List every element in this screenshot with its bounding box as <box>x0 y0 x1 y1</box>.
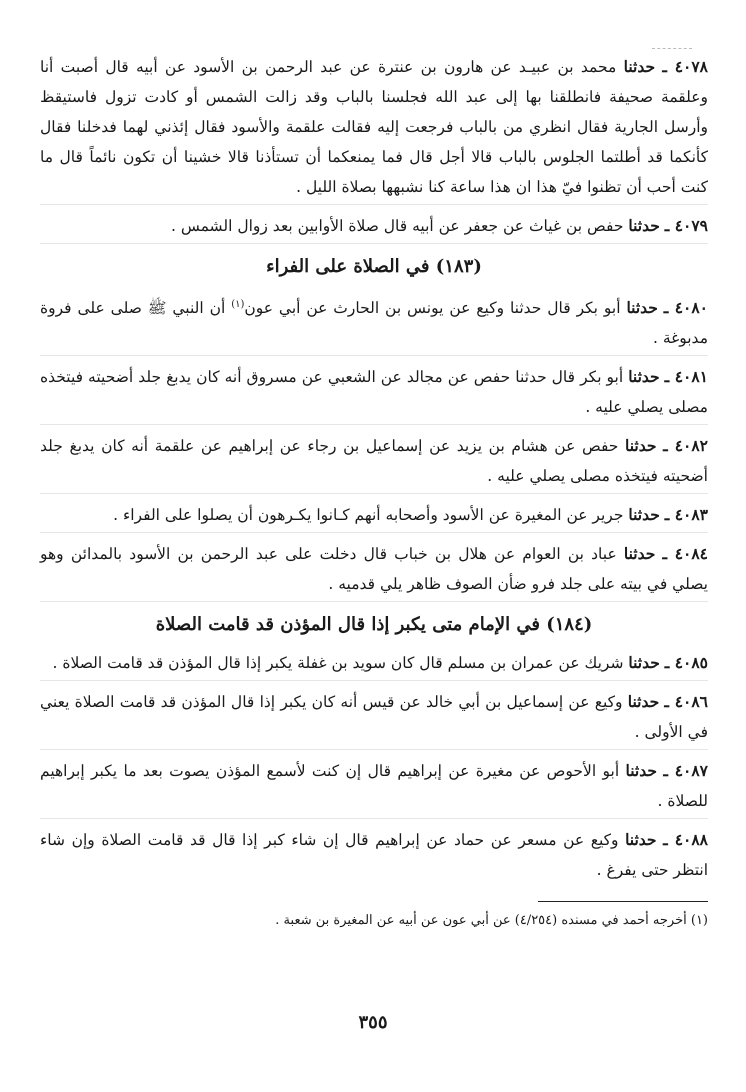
hadith-text: حفص بن غياث عن جعفر عن أبيه قال صلاة الأوابين بعد زوال الشمس . <box>170 217 624 235</box>
hadith-number: ٤٠٨٤ ـ <box>662 544 709 564</box>
page-body <box>40 52 708 932</box>
hadith-4087 <box>40 756 708 819</box>
hadith-text: جرير عن المغيرة عن الأسود وأصحابه أنهم كـانوا يكـرهون أن يصلوا على الفراء . <box>113 506 624 525</box>
hadith-text: عباد بن العوام عن هلال بن خباب قال دخلت على عبد الرحمن بن الأسود بالمدائن وهو يصلي في بيته على جلد فرو ضأن الصوف ظاهر يلي قدميه . <box>40 545 708 594</box>
hadith-number: ٤٠٨١ ـ <box>664 367 708 387</box>
hadith-text-continued: أن النبي ﷺ صلى على فروة مدبوغة . <box>40 299 708 348</box>
chapter-heading-183: (١٨٣) في الصلاة على الفراء <box>266 256 482 277</box>
footnote-separator <box>538 901 708 902</box>
hadith-opening: حدثنا <box>625 830 657 850</box>
hadith-4086 <box>40 687 708 750</box>
hadith-4081 <box>40 362 708 425</box>
hadith-text: حفص عن هشام بن يزيد عن إسماعيل بن رجاء عن إبراهيم عن علقمة أنه كان يدبغ جلد أضحيته فيتخذه مصلى يصلي عليه . <box>40 437 708 486</box>
hadith-text: وكيع عن إسماعيل بن أبي خالد عن قيس أنه كان يكبر إذا قال المؤذن قد قامت الصلاة يعني في الأولى . <box>40 693 708 742</box>
hadith-opening: حدثنا <box>626 298 658 318</box>
footnote-marker[interactable]: (١) <box>231 299 245 310</box>
hadith-number: ٤٠٧٩ ـ <box>664 216 708 235</box>
hadith-text: أبو بكر قال حدثنا حفص عن مجالد عن الشعبي عن مسروق أنه كان يدبغ جلد أضحيته فيتخذه مصلى يصلي عليه . <box>40 368 708 417</box>
hadith-number: ٤٠٧٨ ـ <box>662 57 709 76</box>
hadith-number: ٤٠٨٥ ـ <box>664 653 708 673</box>
hadith-4080 <box>40 290 708 356</box>
hadith-opening: حدثنا <box>628 367 660 387</box>
hadith-text: محمد بن عبيـد عن هارون بن عنترة عن عبد الرحمن بن الأسود عن أبيه قال أصبت أنا وعلقمة صحيفة فانطلقنا بها إلى عبد الله فجلسنا بالباب وقد زالت الشمس أو كادت تزول فاستيقظ وأرسل الجارية فقال انظري من بالباب فرجعت إليه فقالت علقمة والأسود فقال إئذني لهما فدخلنا فقال كأنكما قد أطلتما الجلوس بالباب قالا أجل قال فما يمنعكما أن تستأذنا قالا خشينا أن تكون نائماً قال ما كنت أحب أن تظنوا فيّ هذا ان هذا ساعة كنا نشبهها بصلاة الليل . <box>40 58 708 196</box>
hadith-number: ٤٠٨٣ ـ <box>664 505 708 525</box>
hadith-opening: حدثنا <box>625 436 657 456</box>
hadith-text: أبو الأحوص عن مغيرة عن إبراهيم قال إن كنت لأسمع المؤذن يصوت بعد ما يكبر إبراهيم للصلاة . <box>40 762 708 811</box>
hadith-opening: حدثنا <box>628 505 660 525</box>
hadith-opening: حدثنا <box>628 216 660 235</box>
hadith-opening: حدثنا <box>628 653 660 673</box>
hadith-opening: حدثنا <box>627 692 660 712</box>
hadith-text: أبو بكر قال حدثنا وكيع عن يونس بن الحارث عن أبي عون <box>244 299 621 318</box>
footnote-1: (١) أخرجه أحمد في مسنده (٤/٢٥٤) عن أبي عون عن أبيه عن المغيرة بن شعبة . <box>275 913 708 929</box>
hadith-number: ٤٠٨٧ ـ <box>663 761 708 781</box>
hadith-4083 <box>40 500 708 533</box>
hadith-number: ٤٠٨٢ ـ <box>663 436 709 456</box>
hadith-opening: حدثنا <box>623 57 656 76</box>
hadith-4085 <box>40 648 708 681</box>
chapter-heading-184: (١٨٤) في الإمام متى يكبر إذا قال المؤذن قد قامت الصلاة <box>155 614 593 636</box>
hadith-number: ٤٠٨٠ ـ <box>663 298 709 318</box>
top-decoration-line <box>652 48 692 49</box>
page-number: ٣٥٥ <box>358 1012 388 1033</box>
hadith-4088 <box>40 825 708 887</box>
hadith-4079 <box>40 211 708 244</box>
hadith-opening: حدثنا <box>625 761 657 781</box>
hadith-number: ٤٠٨٦ ـ <box>664 692 708 712</box>
hadith-text: شريك عن عمران بن مسلم قال كان سويد بن غفلة يكبر إذا قال المؤذن قد قامت الصلاة . <box>52 654 624 673</box>
hadith-4082 <box>40 431 708 494</box>
hadith-4084 <box>40 539 708 602</box>
hadith-number: ٤٠٨٨ ـ <box>663 830 708 850</box>
hadith-opening: حدثنا <box>623 544 656 564</box>
hadith-4078 <box>40 52 708 205</box>
hadith-text: وكيع عن مسعر عن حماد عن إبراهيم قال إن شاء كبر إذا قال قد قامت الصلاة وإن شاء انتظر حتى يفرغ . <box>40 831 708 880</box>
